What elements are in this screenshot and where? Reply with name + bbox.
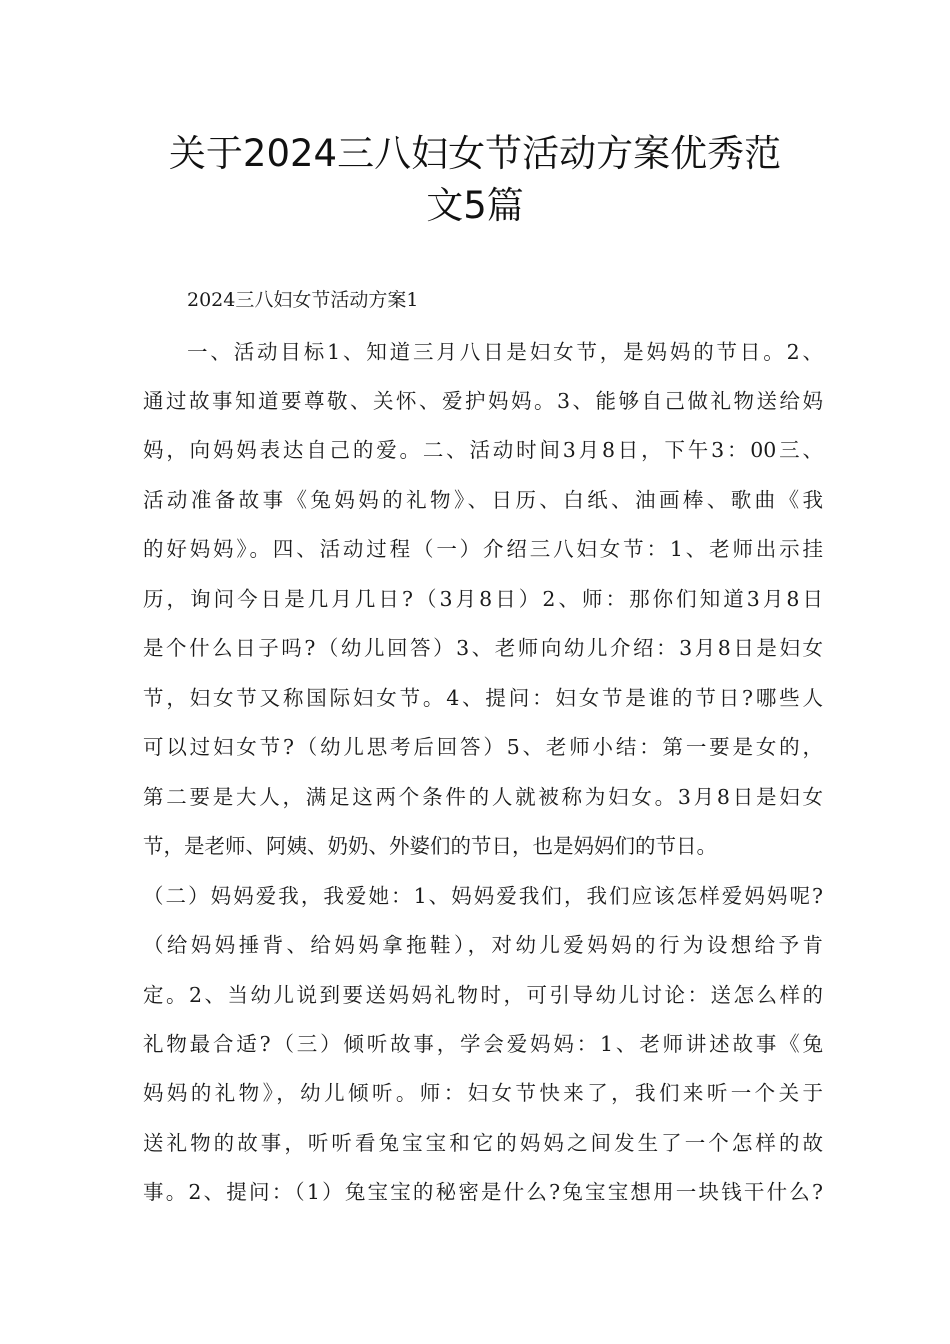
- document-title-line-2: 文5篇: [426, 184, 524, 227]
- section-heading: 2024三八妇女节活动方案1: [187, 289, 419, 311]
- paragraph-line: （二）妈妈爱我，我爱她：1、妈妈爱我们，我们应该怎样爱妈妈呢?: [143, 884, 823, 908]
- paragraph-line: 妈，向妈妈表达自己的爱。二、活动时间3月8日，下午3：00三、: [143, 438, 823, 462]
- paragraph-line: 妈妈的礼物》，幼儿倾听。师：妇女节快来了，我们来听一个关于: [143, 1081, 823, 1105]
- paragraph-line: （给妈妈捶背、给妈妈拿拖鞋），对幼儿爱妈妈的行为设想给予肯: [143, 933, 823, 957]
- paragraph-line: 节，妇女节又称国际妇女节。4、提问：妇女节是谁的节日?哪些人: [143, 686, 823, 710]
- paragraph-line: 可以过妇女节?（幼儿思考后回答）5、老师小结：第一要是女的，: [143, 735, 823, 759]
- paragraph-line: 一、活动目标1、知道三月八日是妇女节，是妈妈的节日。2、: [187, 340, 823, 364]
- paragraph-line: 是个什么日子吗?（幼儿回答）3、老师向幼儿介绍：3月8日是妇女: [143, 636, 823, 660]
- paragraph-line: 第二要是大人，满足这两个条件的人就被称为妇女。3月8日是妇女: [143, 785, 823, 809]
- paragraph-line: 定。2、当幼儿说到要送妈妈礼物时，可引导幼儿讨论：送怎么样的: [143, 983, 823, 1007]
- document-title-line-1: 关于2024三八妇女节活动方案优秀范: [168, 132, 782, 175]
- paragraph-line: 活动准备故事《兔妈妈的礼物》、日历、白纸、油画棒、歌曲《我: [143, 488, 823, 512]
- paragraph-line: 节，是老师、阿姨、奶奶、外婆们的节日，也是妈妈们的节日。: [143, 834, 717, 858]
- paragraph-line: 事。2、提问：（1）兔宝宝的秘密是什么?兔宝宝想用一块钱干什么?: [143, 1180, 823, 1204]
- paragraph-line: 的好妈妈》。四、活动过程（一）介绍三八妇女节：1、老师出示挂: [143, 537, 823, 561]
- paragraph-line: 礼物最合适?（三）倾听故事，学会爱妈妈：1、老师讲述故事《兔: [143, 1032, 823, 1056]
- paragraph-line: 送礼物的故事，听听看兔宝宝和它的妈妈之间发生了一个怎样的故: [143, 1131, 823, 1155]
- paragraph-line: 通过故事知道要尊敬、关怀、爱护妈妈。3、能够自己做礼物送给妈: [143, 389, 823, 413]
- paragraph-line: 历，询问今日是几月几日?（3月8日）2、师：那你们知道3月8日: [143, 587, 823, 611]
